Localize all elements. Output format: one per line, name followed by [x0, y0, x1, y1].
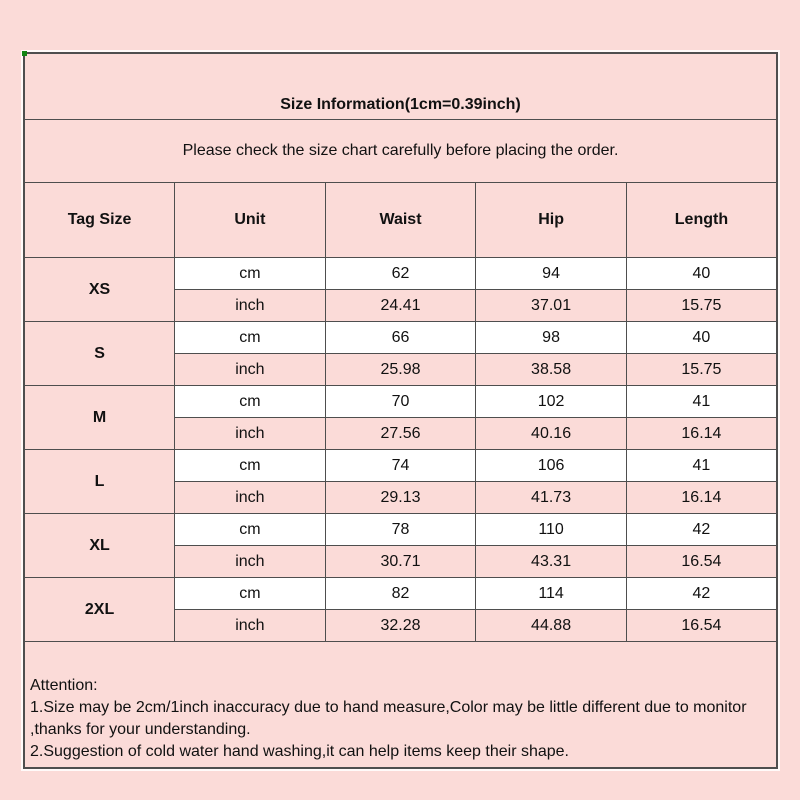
table-row-xs-cm — [24, 258, 777, 290]
unit-cell: cm — [175, 578, 326, 610]
table-row-2xl-cm — [24, 578, 777, 610]
waist-value-cell: 24.41 — [325, 290, 476, 322]
length-value-cell: 42 — [626, 578, 777, 610]
size-table — [23, 52, 778, 769]
tag-size-cell: M — [24, 386, 175, 450]
attention-note — [24, 642, 777, 769]
col-header-hip: Hip — [476, 183, 627, 258]
length-value-cell: 15.75 — [626, 290, 777, 322]
hip-value-cell: 106 — [476, 450, 627, 482]
table-row-xl-cm — [24, 514, 777, 546]
length-value-cell: 41 — [626, 386, 777, 418]
length-value-cell: 16.14 — [626, 482, 777, 514]
length-value-cell: 16.54 — [626, 610, 777, 642]
waist-value-cell: 74 — [325, 450, 476, 482]
tag-size-cell: XL — [24, 514, 175, 578]
waist-value-cell: 82 — [325, 578, 476, 610]
col-header-waist: Waist — [325, 183, 476, 258]
hip-value-cell: 110 — [476, 514, 627, 546]
length-value-cell: 42 — [626, 514, 777, 546]
tag-size-cell: 2XL — [24, 578, 175, 642]
unit-cell: cm — [175, 322, 326, 354]
waist-value-cell: 70 — [325, 386, 476, 418]
length-value-cell: 16.54 — [626, 546, 777, 578]
hip-value-cell: 44.88 — [476, 610, 627, 642]
tag-size-cell: L — [24, 450, 175, 514]
unit-cell: inch — [175, 546, 326, 578]
length-value-cell: 40 — [626, 258, 777, 290]
hip-value-cell: 37.01 — [476, 290, 627, 322]
attention-row — [24, 642, 777, 769]
corner-artifact — [22, 51, 27, 56]
unit-cell: inch — [175, 610, 326, 642]
table-row-m-cm — [24, 386, 777, 418]
hip-value-cell: 94 — [476, 258, 627, 290]
waist-value-cell: 62 — [325, 258, 476, 290]
attention-heading: Attention: — [30, 677, 98, 694]
waist-value-cell: 27.56 — [325, 418, 476, 450]
table-row-s-cm — [24, 322, 777, 354]
hip-value-cell: 40.16 — [476, 418, 627, 450]
subtitle-row — [24, 120, 777, 183]
unit-cell: inch — [175, 482, 326, 514]
unit-cell: cm — [175, 514, 326, 546]
length-value-cell: 40 — [626, 322, 777, 354]
waist-value-cell: 66 — [325, 322, 476, 354]
column-header-row — [24, 183, 777, 258]
waist-value-cell: 32.28 — [325, 610, 476, 642]
waist-value-cell: 29.13 — [325, 482, 476, 514]
table-row-l-cm — [24, 450, 777, 482]
page-title: Size Information(1cm=0.39inch) — [24, 53, 777, 120]
hip-value-cell: 38.58 — [476, 354, 627, 386]
unit-cell: inch — [175, 354, 326, 386]
hip-value-cell: 41.73 — [476, 482, 627, 514]
unit-cell: cm — [175, 258, 326, 290]
attention-line-2: ,thanks for your understanding. — [30, 721, 251, 738]
tag-size-cell: XS — [24, 258, 175, 322]
attention-line-3: 2.Suggestion of cold water hand washing,it can help items keep their shape. — [30, 743, 569, 760]
waist-value-cell: 25.98 — [325, 354, 476, 386]
unit-cell: cm — [175, 386, 326, 418]
length-value-cell: 16.14 — [626, 418, 777, 450]
hip-value-cell: 98 — [476, 322, 627, 354]
unit-cell: inch — [175, 290, 326, 322]
unit-cell: inch — [175, 418, 326, 450]
hip-value-cell: 43.31 — [476, 546, 627, 578]
col-header-unit: Unit — [175, 183, 326, 258]
hip-value-cell: 114 — [476, 578, 627, 610]
page-subtitle: Please check the size chart carefully before placing the order. — [24, 120, 777, 183]
length-value-cell: 41 — [626, 450, 777, 482]
tag-size-cell: S — [24, 322, 175, 386]
title-row — [24, 53, 777, 120]
attention-line-1: 1.Size may be 2cm/1inch inaccuracy due to hand measure,Color may be little different due to monitor — [30, 699, 747, 716]
unit-cell: cm — [175, 450, 326, 482]
length-value-cell: 15.75 — [626, 354, 777, 386]
col-header-length: Length — [626, 183, 777, 258]
waist-value-cell: 78 — [325, 514, 476, 546]
hip-value-cell: 102 — [476, 386, 627, 418]
waist-value-cell: 30.71 — [325, 546, 476, 578]
col-header-tag-size: Tag Size — [24, 183, 175, 258]
